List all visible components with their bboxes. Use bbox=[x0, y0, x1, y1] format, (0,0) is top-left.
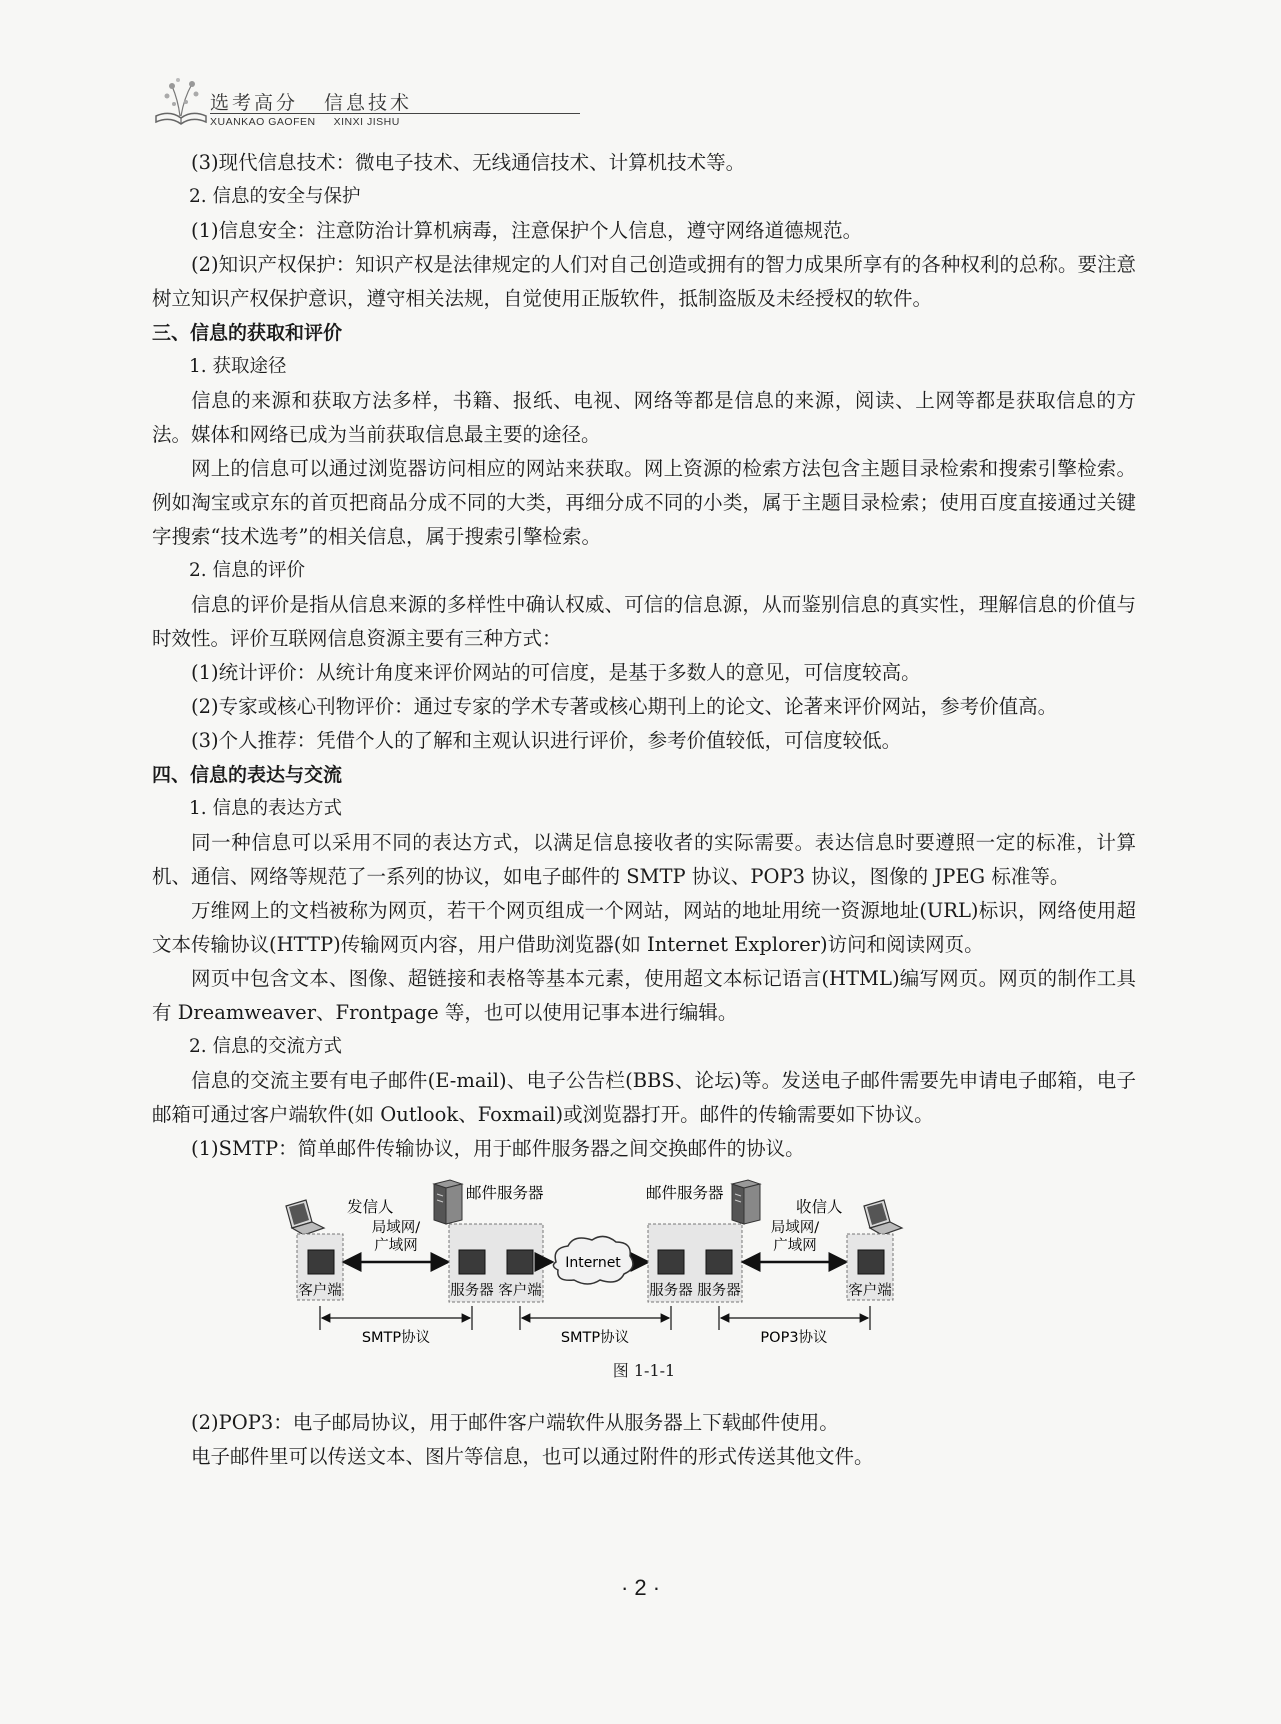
right-server-label-2: 服务器 bbox=[697, 1283, 741, 1299]
paragraph: (1)统计评价：从统计角度来评价网站的可信度，是基于多数人的意见，可信度较高。 bbox=[191, 661, 921, 684]
left-client-label: 客户端 bbox=[498, 1283, 542, 1299]
paragraph: (3)个人推荐：凭借个人的了解和主观认识进行评价，参考价值较低，可信度较低。 bbox=[191, 729, 902, 752]
page-content bbox=[152, 146, 1136, 1474]
left-mail-server-label: 邮件服务器 bbox=[466, 1184, 544, 1202]
email-protocol-diagram bbox=[152, 1178, 1136, 1356]
right-server-tower-icon bbox=[732, 1180, 760, 1224]
subsection-heading: 2. 信息的交流方式 bbox=[189, 1036, 343, 1057]
paragraph: (2)专家或核心刊物评价：通过专家的学术专著或核心期刊上的论文、论著来评价网站，参考价值高。 bbox=[191, 695, 1058, 718]
paragraph: 同一种信息可以采用不同的表达方式，以满足信息接收者的实际需要。表达信息时要遵照一定的标准，计算机、通信、网络等规范了一系列的协议，如电子邮件的 SMTP 协议、POP3 协议，图像的 JPEG 标准等。 bbox=[152, 831, 1136, 888]
left-server-square bbox=[459, 1250, 485, 1274]
header-title-part1: 选考高分 bbox=[210, 92, 299, 114]
subsection-heading: 1. 信息的表达方式 bbox=[189, 798, 343, 819]
left-client-square bbox=[507, 1250, 533, 1274]
sender-label: 发信人 bbox=[347, 1198, 394, 1216]
left-server-tower-icon bbox=[434, 1180, 462, 1224]
right-server-label-1: 服务器 bbox=[649, 1283, 693, 1299]
right-mail-server-label: 邮件服务器 bbox=[646, 1184, 724, 1202]
right-server-square-2 bbox=[706, 1250, 732, 1274]
sender-laptop-icon bbox=[286, 1200, 324, 1235]
section-heading: 三、信息的获取和评价 bbox=[152, 322, 343, 344]
paragraph: 信息的交流主要有电子邮件(E-mail)、电子公告栏(BBS、论坛)等。发送电子邮件需要先申请电子邮箱，电子邮箱可通过客户端软件(如 Outlook、Foxmail)或浏览器打开。邮件的传输需要如下协议。 bbox=[152, 1069, 1136, 1126]
receiver-laptop-icon bbox=[864, 1200, 902, 1235]
lan-wan-right-label-1: 局域网/ bbox=[770, 1220, 820, 1236]
paragraph: (2)POP3：电子邮局协议，用于邮件客户端软件从服务器上下载邮件使用。 bbox=[191, 1411, 839, 1434]
header-pinyin-part2: XINXI JISHU bbox=[333, 116, 400, 128]
paragraph: (1)信息安全：注意防治计算机病毒，注意保护个人信息，遵守网络道德规范。 bbox=[191, 219, 863, 242]
lan-wan-left-label-2: 广域网 bbox=[374, 1238, 418, 1254]
paragraph: (1)SMTP：简单邮件传输协议，用于邮件服务器之间交换邮件的协议。 bbox=[191, 1137, 805, 1160]
receiver-client-label: 客户端 bbox=[848, 1283, 892, 1299]
subsection-heading: 2. 信息的安全与保护 bbox=[189, 186, 361, 207]
sender-client-label: 客户端 bbox=[298, 1283, 342, 1299]
lan-wan-right-label-2: 广域网 bbox=[773, 1238, 817, 1254]
smtp-label-2: SMTP协议 bbox=[560, 1330, 630, 1346]
left-server-label: 服务器 bbox=[450, 1283, 494, 1299]
receiver-label: 收信人 bbox=[796, 1198, 843, 1216]
figure-caption: 图 1-1-1 bbox=[612, 1361, 676, 1380]
paragraph: 网上的信息可以通过浏览器访问相应的网站来获取。网上资源的检索方法包含主题目录检索和搜索引擎检索。例如淘宝或京东的首页把商品分成不同的大类，再细分成不同的小类，属于主题目录检索；使用百度直接通过关键字搜索“技术选考”的相关信息，属于搜索引擎检索。 bbox=[152, 457, 1136, 548]
header-title-part2: 信息技术 bbox=[324, 92, 413, 114]
header-pinyin-part1: XUANKAO GAOFEN bbox=[210, 116, 316, 128]
right-server-square-1 bbox=[658, 1250, 684, 1274]
book-plant-logo-icon bbox=[150, 72, 212, 128]
header-rule bbox=[210, 113, 580, 114]
paragraph: 万维网上的文档被称为网页，若干个网页组成一个网站，网站的地址用统一资源地址(URL)标识，网络使用超文本传输协议(HTTP)传输网页内容，用户借助浏览器(如 Internet Explorer)访问和阅读网页。 bbox=[152, 899, 1136, 956]
page-header bbox=[150, 72, 450, 132]
receiver-client-square bbox=[858, 1250, 884, 1274]
paragraph: (3)现代信息技术：微电子技术、无线通信技术、计算机技术等。 bbox=[191, 151, 746, 174]
paragraph: (2)知识产权保护：知识产权是法律规定的人们对自己创造或拥有的智力成果所享有的各种权利的总称。要注意树立知识产权保护意识，遵守相关法规，自觉使用正版软件，抵制盗版及未经授权的软件。 bbox=[152, 253, 1136, 310]
paragraph: 信息的评价是指从信息来源的多样性中确认权威、可信的信息源，从而鉴别信息的真实性，理解信息的价值与时效性。评价互联网信息资源主要有三种方式： bbox=[152, 593, 1136, 650]
internet-label: Internet bbox=[565, 1255, 621, 1271]
header-pinyin bbox=[210, 116, 400, 128]
sender-client-square bbox=[308, 1250, 334, 1274]
page-number: · 2 · bbox=[620, 1575, 661, 1600]
pop3-label: POP3协议 bbox=[760, 1330, 828, 1346]
subsection-heading: 1. 获取途径 bbox=[189, 356, 287, 377]
section-heading: 四、信息的表达与交流 bbox=[152, 764, 343, 786]
paragraph: 电子邮件里可以传送文本、图片等信息，也可以通过附件的形式传送其他文件。 bbox=[191, 1445, 874, 1468]
smtp-label-1: SMTP协议 bbox=[361, 1330, 431, 1346]
subsection-heading: 2. 信息的评价 bbox=[189, 560, 306, 581]
paragraph: 网页中包含文本、图像、超链接和表格等基本元素，使用超文本标记语言(HTML)编写网页。网页的制作工具有 Dreamweaver、Frontpage 等，也可以使用记事本进行编辑。 bbox=[152, 967, 1136, 1024]
header-title bbox=[210, 88, 412, 115]
paragraph: 信息的来源和获取方法多样，书籍、报纸、电视、网络等都是信息的来源，阅读、上网等都是获取信息的方法。媒体和网络已成为当前获取信息最主要的途径。 bbox=[152, 389, 1136, 446]
lan-wan-left-label-1: 局域网/ bbox=[371, 1220, 421, 1236]
email-protocol-figure bbox=[152, 1178, 1136, 1356]
